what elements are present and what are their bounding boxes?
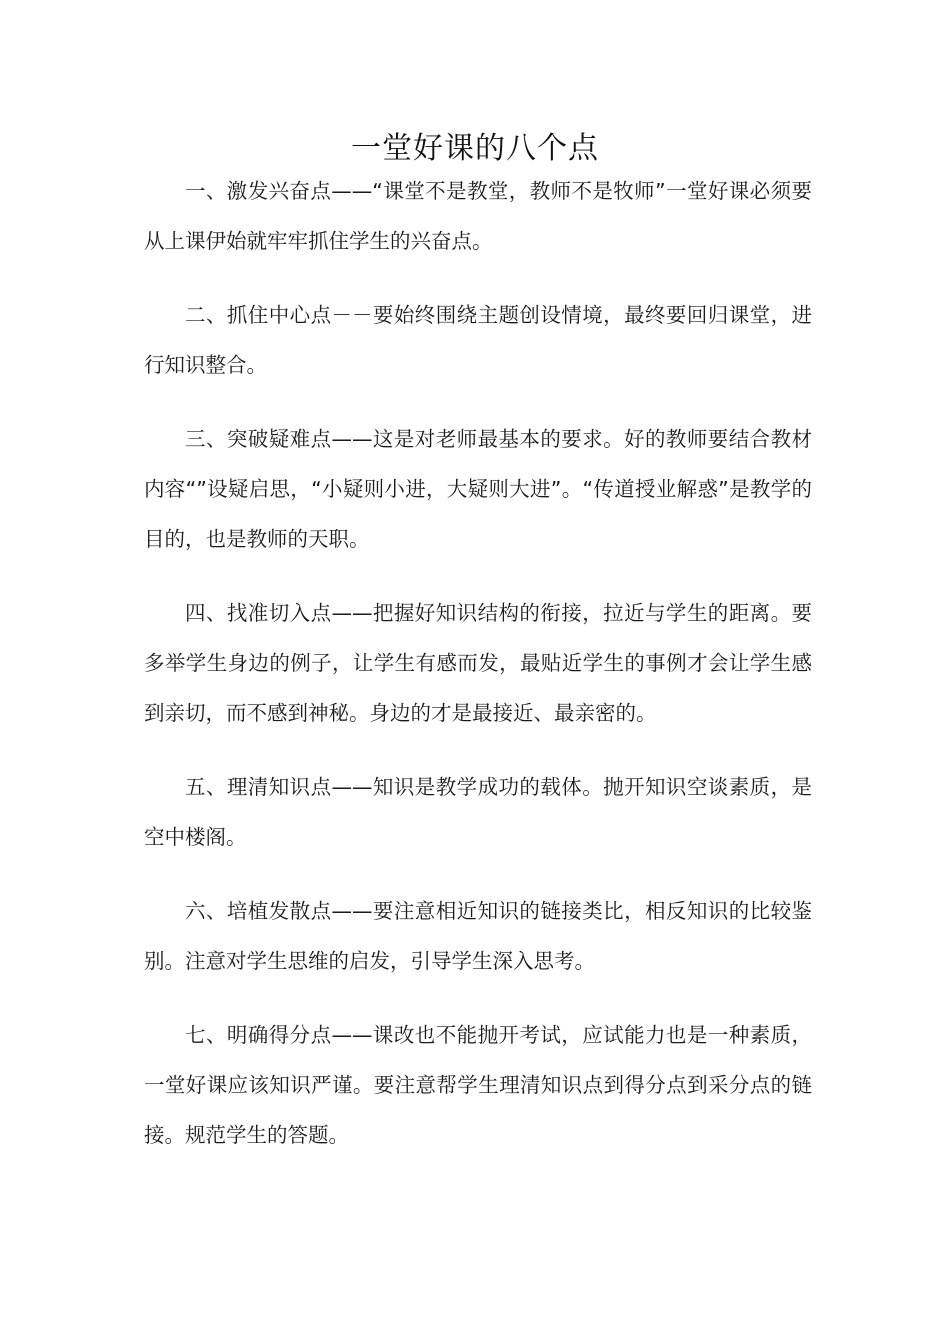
paragraph-1: 一、激发兴奋点——“课堂不是教堂，教师不是牧师”一堂好课必须要从上课伊始就牢牢抓住学生的兴奋点。 bbox=[144, 179, 812, 253]
paragraph-4: 四、找准切入点——把握好知识结构的衔接，拉近与学生的距离。要多举学生身边的例子，让学生有感而发，最贴近学生的事例才会让学生感到亲切，而不感到神秘。身边的才是最接近、最亲密的。 bbox=[144, 601, 812, 725]
paragraph-3: 三、突破疑难点——这是对老师最基本的要求。好的教师要结合教材内容“”设疑启思，“小疑则小进，大疑则大进”。“传道授业解惑”是教学的目的，也是教师的天职。 bbox=[144, 427, 812, 551]
paragraph-5: 五、理清知识点——知识是教学成功的载体。抛开知识空谈素质，是空中楼阁。 bbox=[144, 775, 812, 849]
paragraph-2: 二、抓住中心点－－要始终围绕主题创设情境，最终要回归课堂，进行知识整合。 bbox=[144, 303, 812, 377]
paragraph-6: 六、培植发散点——要注意相近知识的链接类比，相反知识的比较鉴别。注意对学生思维的启发，引导学生深入思考。 bbox=[144, 899, 812, 973]
paragraph-7: 七、明确得分点——课改也不能抛开考试，应试能力也是一种素质，一堂好课应该知识严谨。要注意帮学生理清知识点到得分点到采分点的链接。规范学生的答题。 bbox=[144, 1023, 812, 1147]
document-body bbox=[144, 166, 812, 1184]
document-title: 一堂好课的八个点 bbox=[351, 131, 599, 166]
